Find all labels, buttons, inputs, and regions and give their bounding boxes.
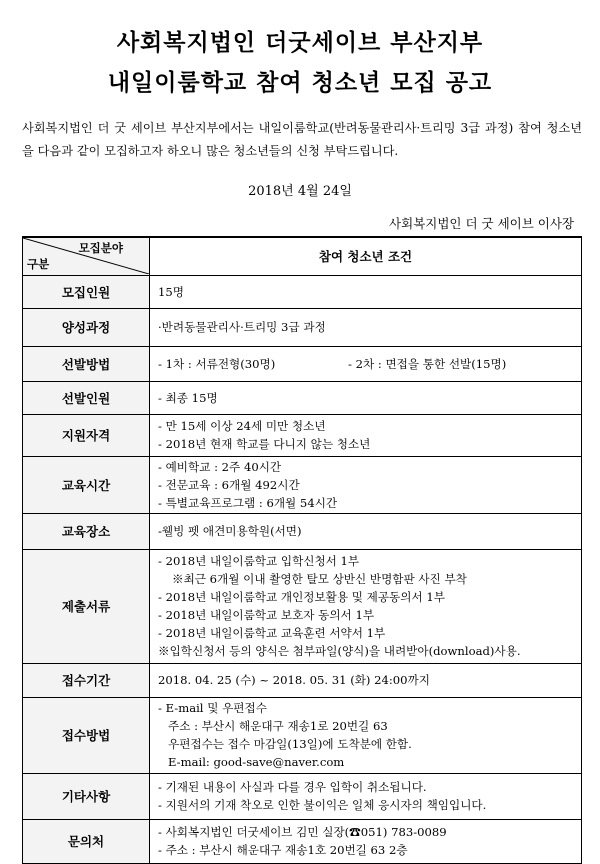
row-value: 15명 bbox=[150, 275, 582, 308]
table-row bbox=[23, 346, 582, 381]
table-row bbox=[23, 275, 582, 308]
header-diagonal-cell bbox=[23, 237, 150, 275]
table-row bbox=[23, 663, 582, 697]
title-line-1: 사회복지법인 더굿세이브 부산지부 bbox=[116, 30, 484, 56]
signatory: 사회복지법인 더 굿 세이브 이사장 bbox=[389, 216, 574, 231]
row-value: - 최종 15명 bbox=[150, 381, 582, 414]
table-row bbox=[23, 697, 582, 773]
intro-paragraph: 사회복지법인 더 굿 세이브 부산지부에서는 내일이룸학교(반려동물관리사·트리밍 3급 과정) 참여 청소년을 다음과 같이 모집하고자 하오니 많은 청소년들의 신청 부탁드립니다. bbox=[22, 121, 582, 158]
header-top-label: 모집분야 bbox=[78, 241, 123, 256]
table-row bbox=[23, 513, 582, 549]
row-label: 교육장소 bbox=[23, 513, 150, 549]
row-label: 지원자격 bbox=[23, 414, 150, 456]
row-label: 기타사항 bbox=[23, 773, 150, 819]
header-bottom-label: 구분 bbox=[27, 257, 50, 272]
row-label: 선발방법 bbox=[23, 346, 150, 381]
recruitment-table bbox=[22, 236, 582, 864]
row-value: -웰빙 펫 애견미용학원(서면) bbox=[150, 513, 582, 549]
row-value: - 예비학교 : 2주 40시간 - 전문교육 : 6개월 492시간 - 특별교육프로그램 : 6개월 54시간 bbox=[150, 456, 582, 513]
row-label: 모집인원 bbox=[23, 275, 150, 308]
row-label: 선발인원 bbox=[23, 381, 150, 414]
table-row bbox=[23, 456, 582, 513]
table-row bbox=[23, 773, 582, 819]
row-value: 2018. 04. 25 (수) ~ 2018. 05. 31 (화) 24:00까지 bbox=[150, 663, 582, 697]
row-label: 제출서류 bbox=[23, 549, 150, 663]
table-row bbox=[23, 549, 582, 663]
table-row bbox=[23, 308, 582, 346]
row-label: 접수방법 bbox=[23, 697, 150, 773]
table-row bbox=[23, 414, 582, 456]
header-condition: 참여 청소년 조건 bbox=[150, 237, 582, 275]
title-line-2: 내일이룸학교 참여 청소년 모집 공고 bbox=[107, 70, 493, 96]
row-value: - 사회복지법인 더굿세이브 김민 실장(☎051) 783-0089 - 주소 : 부산시 해운대구 재송1호 20번길 63 2층 bbox=[150, 819, 582, 863]
table-header-row bbox=[23, 237, 582, 275]
notice-date: 2018년 4월 24일 bbox=[248, 184, 352, 199]
row-value: - 기재된 내용이 사실과 다를 경우 입학이 취소됩니다. - 지원서의 기재 착오로 인한 불이익은 일체 응시자의 책임입니다. bbox=[150, 773, 582, 819]
row-value: ·반려동물관리사·트리밍 3급 과정 bbox=[150, 308, 582, 346]
row-label: 양성과정 bbox=[23, 308, 150, 346]
row-label: 접수기간 bbox=[23, 663, 150, 697]
row-label: 교육시간 bbox=[23, 456, 150, 513]
row-value: - 만 15세 이상 24세 미만 청소년 - 2018년 현재 학교를 다니지 않는 청소년 bbox=[150, 414, 582, 456]
table-row bbox=[23, 381, 582, 414]
row-value: - 2018년 내일이룸학교 입학신청서 1부 ※최근 6개월 이내 촬영한 탈모 상반신 반명함판 사진 부착 - 2018년 내일이룸학교 개인정보활용 및 제공동의서 1부 - 2018년 내일이룸학교 보호자 동의서 1부 - 2018년 내일이룸학교 교육훈련 서약서 1부 ※입학신청서 등의 양식은 첨부파일(양식)을 내려받아(download)사용. bbox=[150, 549, 582, 663]
table-row bbox=[23, 819, 582, 863]
row-label: 문의처 bbox=[23, 819, 150, 863]
row-value: - E-mail 및 우편접수 주소 : 부산시 해운대구 재송1로 20번길 63 우편접수는 접수 마감일(13일)에 도착분에 한함. E-mail: good-save@naver.com bbox=[150, 697, 582, 773]
row-value: - 1차 : 서류전형(30명) - 2차 : 면접을 통한 선발(15명) bbox=[150, 346, 582, 381]
